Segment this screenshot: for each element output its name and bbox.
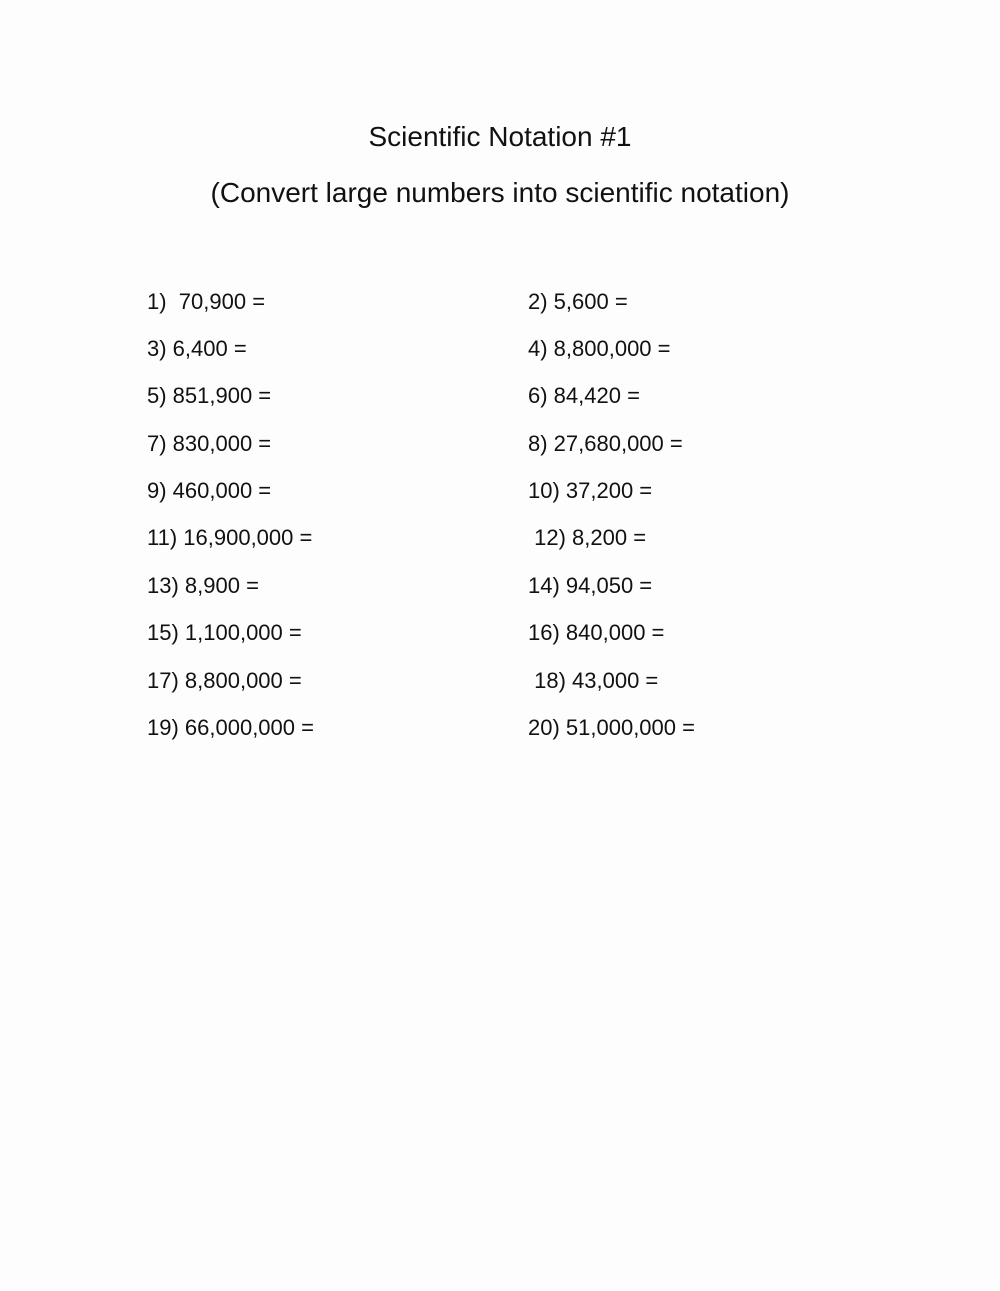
problem-5: 5) 851,900 = xyxy=(147,383,272,408)
problem-11: 11) 16,900,000 = xyxy=(147,525,313,550)
problem-6: 6) 84,420 = xyxy=(528,383,640,408)
worksheet-title: Scientific Notation #1 xyxy=(368,121,632,152)
problem-9: 9) 460,000 = xyxy=(147,478,272,503)
problem-8: 8) 27,680,000 = xyxy=(528,431,683,456)
problem-18: 18) 43,000 = xyxy=(528,668,659,693)
problem-12: 12) 8,200 = xyxy=(528,525,647,550)
problem-1: 1) 70,900 = xyxy=(147,289,266,314)
problem-20: 20) 51,000,000 = xyxy=(528,715,695,740)
problem-3: 3) 6,400 = xyxy=(147,336,247,361)
problem-2: 2) 5,600 = xyxy=(528,289,628,314)
problem-4: 4) 8,800,000 = xyxy=(528,336,671,361)
worksheet-subtitle: (Convert large numbers into scientific notation) xyxy=(210,177,790,208)
problem-13: 13) 8,900 = xyxy=(147,573,259,598)
problem-7: 7) 830,000 = xyxy=(147,431,272,456)
problem-14: 14) 94,050 = xyxy=(528,573,653,598)
problem-19: 19) 66,000,000 = xyxy=(147,715,314,740)
problem-16: 16) 840,000 = xyxy=(528,620,665,645)
problem-15: 15) 1,100,000 = xyxy=(147,620,302,645)
problem-10: 10) 37,200 = xyxy=(528,478,653,503)
problem-17: 17) 8,800,000 = xyxy=(147,668,302,693)
